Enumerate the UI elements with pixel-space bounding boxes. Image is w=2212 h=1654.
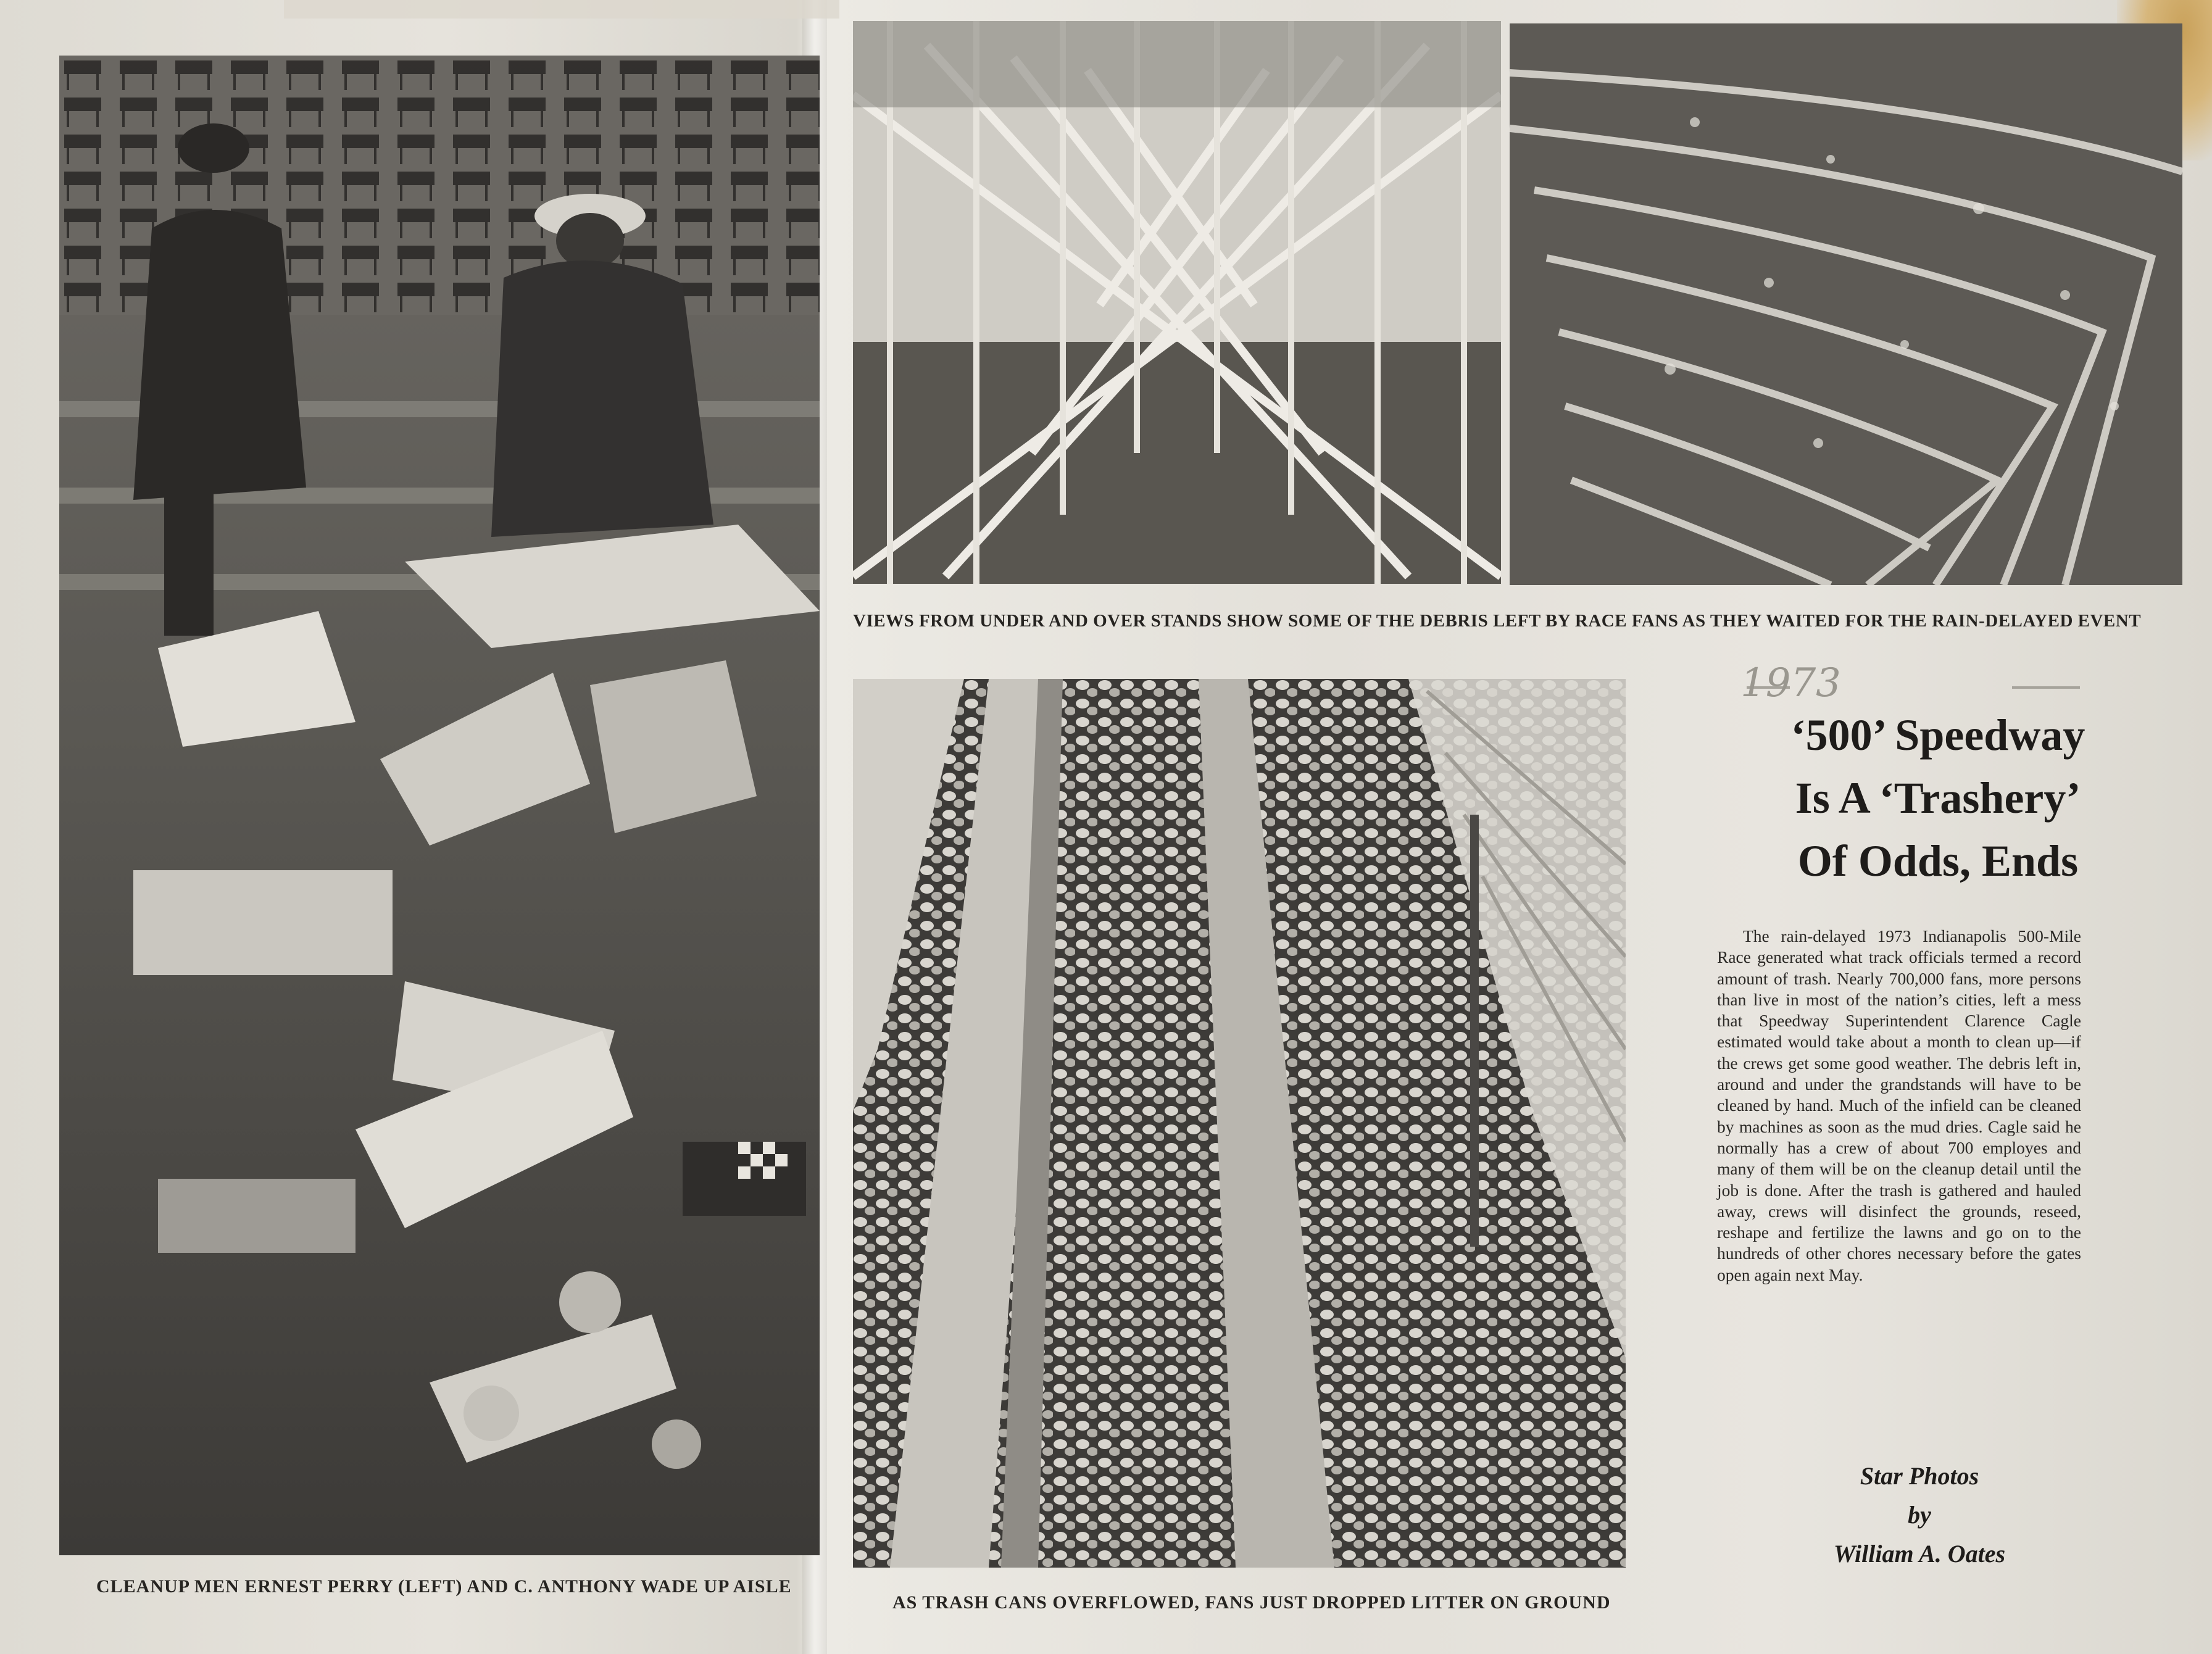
credit-line-2: by [1908,1501,1931,1529]
credit-line-3: William A. Oates [1833,1540,2006,1568]
photo-under-image [853,21,1501,584]
photo-over-stands [1510,23,2182,585]
headline-line-1: ‘500’ Speedway [1790,710,2085,760]
photo-credit [1747,1457,2092,1573]
photo-cleanup-men [59,56,820,1555]
handwritten-dash-right [2012,686,2080,689]
caption-trash-cans: AS TRASH CANS OVERFLOWED, FANS JUST DROPPED LITTER ON GROUND [892,1592,1611,1613]
credit-line-1: Star Photos [1860,1462,1979,1490]
photo-cans-image [853,679,1626,1568]
article-headline [1722,704,2154,892]
headline-line-2: Is A ‘Trashery’ [1795,773,2081,823]
photo-cans-on-ground [853,679,1626,1568]
caption-cleanup-men: CLEANUP MEN ERNEST PERRY (LEFT) AND C. ANTHONY WADE UP AISLE [96,1576,792,1597]
photo-cleanup-image [59,56,820,1555]
tape-strip [284,0,839,19]
article-body: The rain-delayed 1973 Indianapolis 500-Mile Race generated what track officials termed a record amount of trash. Nearly 700,000 fans, more persons than live in most of the nation’s cities, left a mess that Speedway Superintendent Clarence Cagle estimated would take about a month to clean up—if the crews get some good weather. The debris left in, around and under the grandstands will have to be cleaned by hand. Much of the infield can be cleaned by machines as soon as the mud dries. Cagle said he normally has a crew of about 700 employes and many of them will be on the cleanup detail until the job is done. After the trash is gathered and hauled away, crews will disinfect the grounds, reseed, reshape and fertilize the lawns and go on to the hundreds of other chores necessary before the gates open again next May. [1717,926,2081,1284]
photo-under-stands [853,21,1501,584]
headline-line-3: Of Odds, Ends [1797,836,2079,886]
photo-over-image [1510,23,2182,585]
handwritten-year: 1973 [1740,660,1841,706]
caption-views-from-stands: VIEWS FROM UNDER AND OVER STANDS SHOW SOME OF THE DEBRIS LEFT BY RACE FANS AS THEY WAITED FOR THE RAIN-DELAYED EVENT [853,611,2142,631]
